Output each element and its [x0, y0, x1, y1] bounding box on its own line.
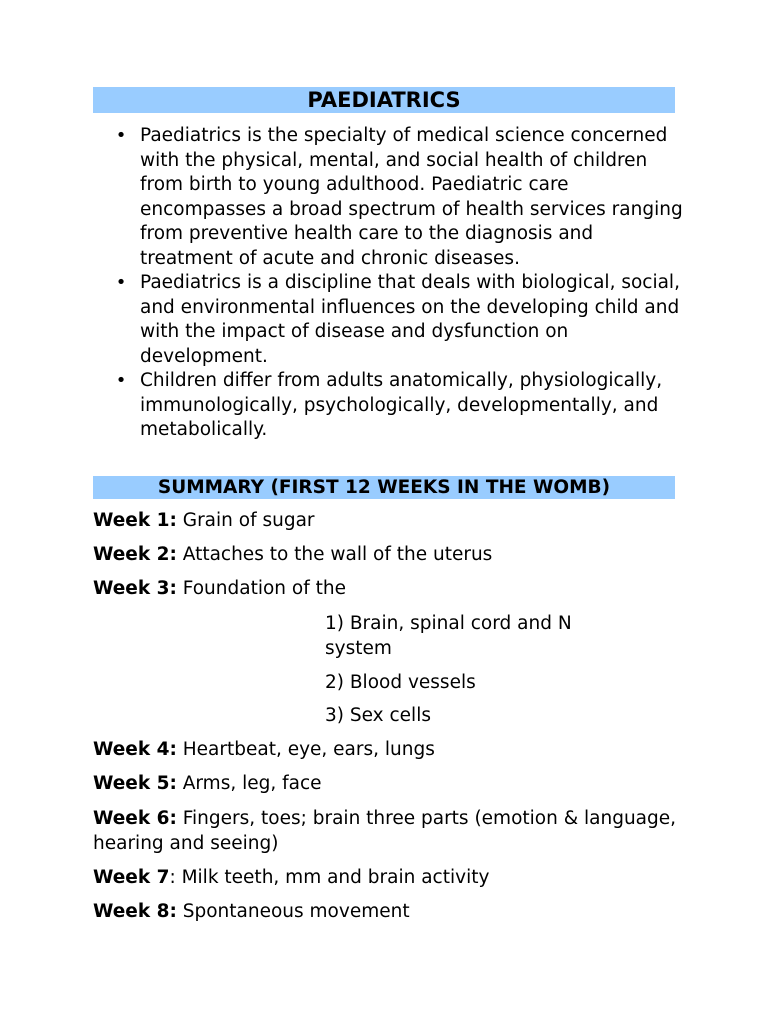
- week-description: Heartbeat, eye, ears, lungs: [176, 739, 435, 760]
- intro-bullet-list: [93, 124, 683, 443]
- week-label: Week 8:: [93, 901, 177, 922]
- bullet-icon: •: [115, 125, 127, 146]
- bullet-icon: •: [115, 370, 127, 391]
- bullet-item: [93, 369, 683, 443]
- week-3-subitem: 2) Blood vessels: [325, 672, 476, 693]
- week-3-line: [93, 577, 683, 602]
- week-description: Fingers, toes; brain three parts (emotion & language, hearing and seeing): [93, 808, 677, 854]
- summary-heading: SUMMARY (FIRST 12 WEEKS IN THE WOMB): [93, 476, 675, 499]
- week-label: Week 2:: [93, 544, 177, 565]
- week-description: Arms, leg, face: [176, 773, 322, 794]
- week-2-line: [93, 543, 683, 568]
- week-1-line: [93, 509, 683, 534]
- bullet-icon: •: [115, 272, 127, 293]
- week-label: Week 5:: [93, 773, 177, 794]
- week-label: Week 4:: [93, 739, 177, 760]
- week-description: Grain of sugar: [176, 510, 315, 531]
- week-description: Attaches to the wall of the uterus: [176, 544, 493, 565]
- page-title: PAEDIATRICS: [93, 87, 675, 113]
- bullet-text: Paediatrics is a discipline that deals with biological, social, and environmental influences on the developing child and with the impact of disease and dysfunction on development.: [140, 272, 680, 367]
- week-description: Spontaneous movement: [176, 901, 410, 922]
- bullet-text: Paediatrics is the specialty of medical science concerned with the physical, mental, and social health of children from birth to young adulthood. Paediatric care encompasses a broad spectrum of health services ranging from preventive health care to the diagnosis and treatment of acute and chronic diseases.: [140, 125, 683, 269]
- week-label: Week 6:: [93, 808, 177, 829]
- week-3-subitem: 1) Brain, spinal cord and N system: [325, 613, 572, 659]
- bullet-text: Children differ from adults anatomically, physiologically, immunologically, psychologically, developmentally, and metabolically.: [140, 370, 663, 440]
- week-description: Foundation of the: [176, 578, 346, 599]
- week-4-line: [93, 738, 683, 763]
- week-description: : Milk teeth, mm and brain activity: [169, 867, 490, 888]
- week-label: Week 1:: [93, 510, 177, 531]
- week-8-line: [93, 900, 683, 925]
- week-label: Week 3:: [93, 578, 177, 599]
- week-3-subitem: 3) Sex cells: [325, 705, 431, 726]
- week-5-line: [93, 772, 683, 797]
- week-label: Week 7: [93, 867, 170, 888]
- bullet-item: [93, 271, 683, 369]
- week-6-line: [93, 807, 683, 856]
- week-7-line: [93, 866, 683, 891]
- bullet-item: [93, 124, 683, 271]
